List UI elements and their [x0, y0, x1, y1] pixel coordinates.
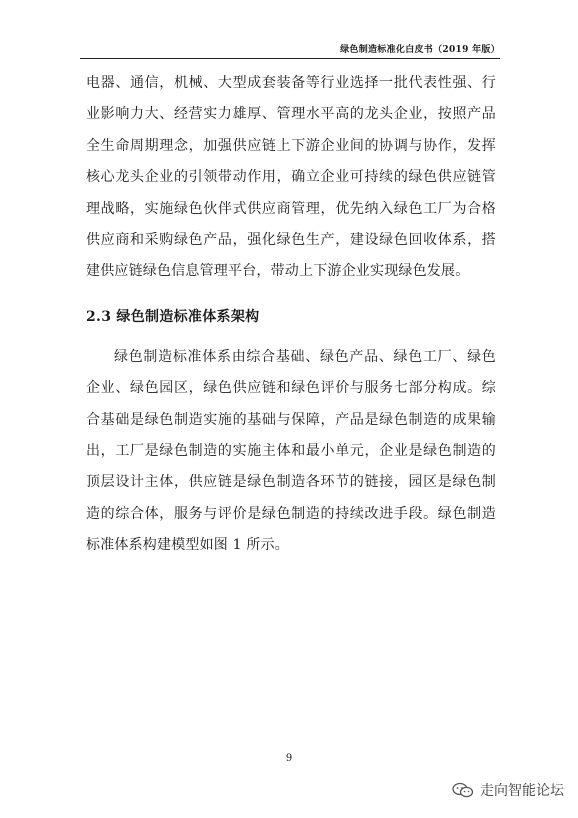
page-body [86, 68, 496, 562]
wechat-icon [452, 782, 474, 798]
running-header [80, 44, 500, 59]
header-title: 绿色制造标准化白皮书（2019 年版） [340, 45, 500, 55]
body-paragraph: 绿色制造标准体系由综合基础、绿色产品、绿色工厂、绿色企业、绿色园区，绿色供应链和绿色评价与服务七部分构成。综合基础是绿色制造实施的基础与保障，产品是绿色制造的成果输出，工厂是绿色制造的实施主体和最小单元，企业是绿色制造的顶层设计主体，供应链是绿色制造各环节的链接，园区是绿色制造的综合体，服务与评价是绿色制造的持续改进手段。绿色制造标准体系构建模型如图 1 所示。 [86, 348, 496, 554]
watermark-text: 走向智能论坛 [480, 783, 564, 799]
section-heading: 2.3 绿色制造标准体系架构 [86, 308, 260, 325]
body-paragraph: 电器、通信，机械、大型成套装备等行业选择一批代表性强、行业影响力大、经营实力雄厚、管理水平高的龙头企业，按照产品全生命周期理念，加强供应链上下游企业间的协调与协作，发挥核心龙头企业的引领带动作用，确立企业可持续的绿色供应链管理战略，实施绿色伙伴式供应商管理，优先纳入绿色工厂为合格供应商和采购绿色产品，强化绿色生产，建设绿色回收体系，搭建供应链绿色信息管理平台，带动上下游企业实现绿色发展。 [86, 75, 496, 280]
page-number: 9 [285, 753, 293, 764]
watermark [452, 780, 564, 800]
